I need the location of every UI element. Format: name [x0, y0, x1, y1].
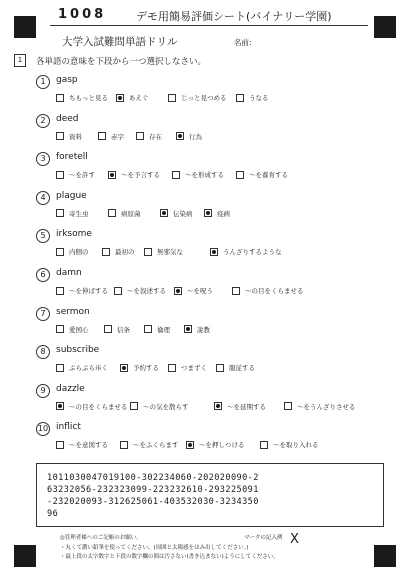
answer-option[interactable] — [172, 169, 224, 180]
option-checkbox[interactable] — [136, 132, 144, 140]
question-item — [36, 152, 376, 188]
answer-option[interactable] — [204, 208, 230, 219]
answer-option[interactable] — [108, 169, 160, 180]
option-label: 病原菌 — [121, 209, 141, 218]
answer-code-line: 1011030047019100-302234060-202020090-2 — [47, 473, 259, 483]
option-checkbox[interactable] — [56, 132, 64, 140]
option-label: 〜の目をくらませる — [245, 287, 304, 295]
option-label: 信条 — [117, 325, 130, 334]
answer-option[interactable] — [56, 131, 82, 142]
option-label: 赤字 — [111, 132, 124, 141]
question-item — [36, 384, 376, 420]
option-label: 服従する — [229, 364, 255, 373]
option-label: 〜を呪う — [187, 287, 213, 295]
answer-option[interactable] — [260, 439, 319, 450]
sheet-number: 1008 — [58, 7, 107, 22]
option-checkbox[interactable] — [144, 248, 152, 256]
option-checkbox[interactable] — [160, 209, 168, 217]
option-checkbox[interactable] — [216, 364, 224, 372]
answer-option[interactable] — [214, 401, 266, 412]
question-number: 5 — [36, 229, 50, 243]
option-checkbox[interactable] — [168, 364, 176, 372]
question-item — [36, 75, 376, 111]
answer-option[interactable] — [236, 169, 288, 180]
answer-option[interactable] — [176, 131, 202, 142]
option-label: 〜をふくらます — [133, 441, 179, 450]
answer-option[interactable] — [130, 401, 189, 412]
instruction-text: 各単語の意味を下段から一つ選択しなさい。 — [36, 57, 207, 67]
option-checkbox[interactable] — [108, 171, 116, 179]
option-checkbox[interactable] — [116, 94, 124, 102]
option-checkbox[interactable] — [56, 171, 64, 179]
option-label: 〜を意図する — [69, 441, 108, 450]
section-number: 1 — [14, 54, 26, 67]
question-number: 4 — [36, 191, 50, 205]
answer-option[interactable] — [236, 92, 269, 103]
answer-code-line: 63232056-232323099-223232610-293225091 — [47, 485, 259, 495]
option-label: 〜を叙述する — [127, 287, 166, 295]
registration-mark-bottom-right — [374, 545, 396, 567]
option-label: うなる — [249, 94, 269, 102]
question-word: inflict — [56, 422, 81, 433]
option-checkbox[interactable] — [102, 248, 110, 256]
mark-example-x: X — [290, 532, 299, 547]
option-checkbox[interactable] — [186, 441, 194, 449]
option-label: 無邪気な — [157, 248, 183, 257]
option-checkbox[interactable] — [130, 402, 138, 410]
option-label: 〜を押しつける — [199, 441, 245, 450]
question-number: 9 — [36, 384, 50, 398]
registration-mark-top-right — [374, 16, 396, 38]
answer-option[interactable] — [160, 208, 193, 219]
option-checkbox[interactable] — [56, 209, 64, 217]
answer-option[interactable] — [216, 362, 255, 373]
option-checkbox[interactable] — [174, 287, 182, 295]
name-field-label: 名前: — [234, 38, 252, 47]
question-word: gasp — [56, 75, 78, 85]
answer-option[interactable] — [210, 246, 282, 257]
option-label: 寄生虫 — [69, 209, 89, 218]
answer-option[interactable] — [56, 246, 89, 257]
option-checkbox[interactable] — [56, 364, 64, 372]
answer-option[interactable] — [114, 285, 166, 296]
answer-code-line: 96 — [47, 509, 59, 519]
option-label: 〜をうんざりさせる — [297, 402, 356, 411]
option-label: 行為 — [189, 132, 202, 141]
option-checkbox[interactable] — [56, 325, 64, 333]
option-checkbox[interactable] — [56, 287, 64, 295]
answer-option[interactable] — [104, 324, 130, 335]
answer-option[interactable] — [56, 169, 95, 180]
option-label: 存在 — [149, 132, 162, 141]
question-item — [36, 268, 376, 304]
question-item — [36, 345, 376, 381]
option-checkbox[interactable] — [120, 364, 128, 372]
option-checkbox[interactable] — [98, 132, 106, 140]
option-checkbox[interactable] — [232, 287, 240, 295]
answer-option[interactable] — [56, 362, 108, 373]
question-word: subscribe — [56, 345, 100, 356]
option-label: 内側の — [69, 248, 89, 257]
option-label: うんざりするような — [223, 248, 282, 257]
answer-option[interactable] — [102, 246, 135, 257]
sheet-title: デモ用簡易評価シート(バイナリー学園) — [136, 10, 332, 23]
mark-example-label: マークの記入例 — [244, 535, 283, 541]
question-number: 8 — [36, 345, 50, 359]
header-divider — [50, 25, 368, 26]
question-number: 1 — [36, 75, 50, 89]
option-label: 予約する — [133, 364, 159, 373]
registration-mark-bottom-left — [14, 545, 36, 567]
option-label: 〜を取り入れる — [273, 441, 319, 450]
option-label: 〜の気を散らす — [143, 402, 189, 411]
answer-option[interactable] — [184, 324, 210, 335]
option-label: ちもっと見る — [69, 94, 108, 102]
answer-option[interactable] — [56, 208, 89, 219]
option-label: 伝染病 — [173, 209, 193, 218]
option-checkbox[interactable] — [172, 171, 180, 179]
question-word: dazzle — [56, 383, 85, 394]
question-word: irksome — [56, 229, 92, 240]
answer-option[interactable] — [186, 439, 245, 450]
option-label: 〜を延期する — [227, 402, 266, 411]
option-label: つまずく — [181, 364, 207, 373]
option-label: 倫理 — [157, 325, 170, 334]
question-word: sermon — [56, 306, 90, 317]
option-label: 資料 — [69, 132, 82, 141]
footer-note: ・丸くて濃い鉛筆を使ってください。(周囲と太陽感をはみ出してください。) — [60, 545, 249, 551]
registration-mark-top-left — [14, 16, 36, 38]
option-label: ぶらぶら歩く — [69, 364, 108, 373]
answer-option[interactable] — [56, 92, 108, 103]
answer-option[interactable] — [284, 401, 356, 412]
answer-option[interactable] — [108, 208, 141, 219]
option-checkbox[interactable] — [56, 441, 64, 449]
question-number: 6 — [36, 268, 50, 282]
answer-code-line: -232020093-312625061-403532030-3234350 — [47, 497, 259, 507]
option-checkbox[interactable] — [114, 287, 122, 295]
option-checkbox[interactable] — [204, 209, 212, 217]
question-word: damn — [56, 268, 82, 278]
footer-note: ◎管理者様へのご記帳のお願い。 — [60, 535, 142, 541]
option-checkbox[interactable] — [214, 402, 222, 410]
option-label: じっと見つめる — [181, 94, 227, 102]
answer-option[interactable] — [144, 246, 183, 257]
option-label: 愛国心 — [69, 325, 89, 334]
answer-option[interactable] — [120, 439, 179, 450]
question-word: deed — [56, 113, 79, 124]
answer-option[interactable] — [120, 362, 159, 373]
option-checkbox[interactable] — [284, 402, 292, 410]
option-checkbox[interactable] — [56, 402, 64, 410]
option-checkbox[interactable] — [236, 171, 244, 179]
answer-option[interactable] — [168, 362, 207, 373]
question-item — [36, 191, 376, 227]
option-checkbox[interactable] — [120, 441, 128, 449]
option-checkbox[interactable] — [108, 209, 116, 217]
answer-option[interactable] — [56, 439, 108, 450]
answer-option[interactable] — [232, 285, 304, 296]
question-number: 3 — [36, 152, 50, 166]
question-item — [36, 307, 376, 343]
answer-code-box — [36, 463, 384, 527]
answer-option[interactable] — [136, 131, 162, 142]
question-number: 7 — [36, 307, 50, 321]
question-item — [36, 229, 376, 265]
footer-note: ・最上段の太字数字と下段の数字欄の間は汚さない(書き込まない)ようにしてください。 — [60, 554, 279, 560]
question-number: 10 — [36, 422, 50, 436]
answer-option[interactable] — [168, 92, 227, 103]
option-label: 〜を養育する — [249, 171, 288, 180]
option-label: 〜を許す — [69, 171, 95, 180]
answer-option[interactable] — [174, 285, 213, 296]
option-label: 〜を予言する — [121, 171, 160, 180]
option-label: 疫病 — [217, 209, 230, 218]
answer-option[interactable] — [116, 92, 149, 103]
answer-option[interactable] — [56, 401, 128, 412]
answer-option[interactable] — [56, 324, 89, 335]
option-label: あえぐ — [129, 94, 149, 102]
drill-title: 大学入試難問単語ドリル — [62, 36, 178, 48]
option-label: 最初の — [115, 248, 135, 257]
option-checkbox[interactable] — [144, 325, 152, 333]
option-label: 〜を形成する — [185, 171, 224, 180]
option-checkbox[interactable] — [56, 94, 64, 102]
option-checkbox[interactable] — [210, 248, 218, 256]
option-checkbox[interactable] — [176, 132, 184, 140]
question-number: 2 — [36, 114, 50, 128]
option-checkbox[interactable] — [168, 94, 176, 102]
question-word: foretell — [56, 152, 88, 163]
option-checkbox[interactable] — [184, 325, 192, 333]
option-checkbox[interactable] — [56, 248, 64, 256]
answer-option[interactable] — [98, 131, 124, 142]
option-checkbox[interactable] — [260, 441, 268, 449]
answer-option[interactable] — [56, 285, 108, 296]
option-checkbox[interactable] — [236, 94, 244, 102]
option-label: 〜の目をくらませる — [69, 402, 128, 411]
question-item — [36, 114, 376, 150]
option-checkbox[interactable] — [104, 325, 112, 333]
option-label: 説教 — [197, 325, 210, 334]
question-word: plague — [56, 190, 87, 201]
option-label: 〜を伸ばする — [69, 287, 108, 295]
answer-option[interactable] — [144, 324, 170, 335]
question-item — [36, 422, 376, 458]
